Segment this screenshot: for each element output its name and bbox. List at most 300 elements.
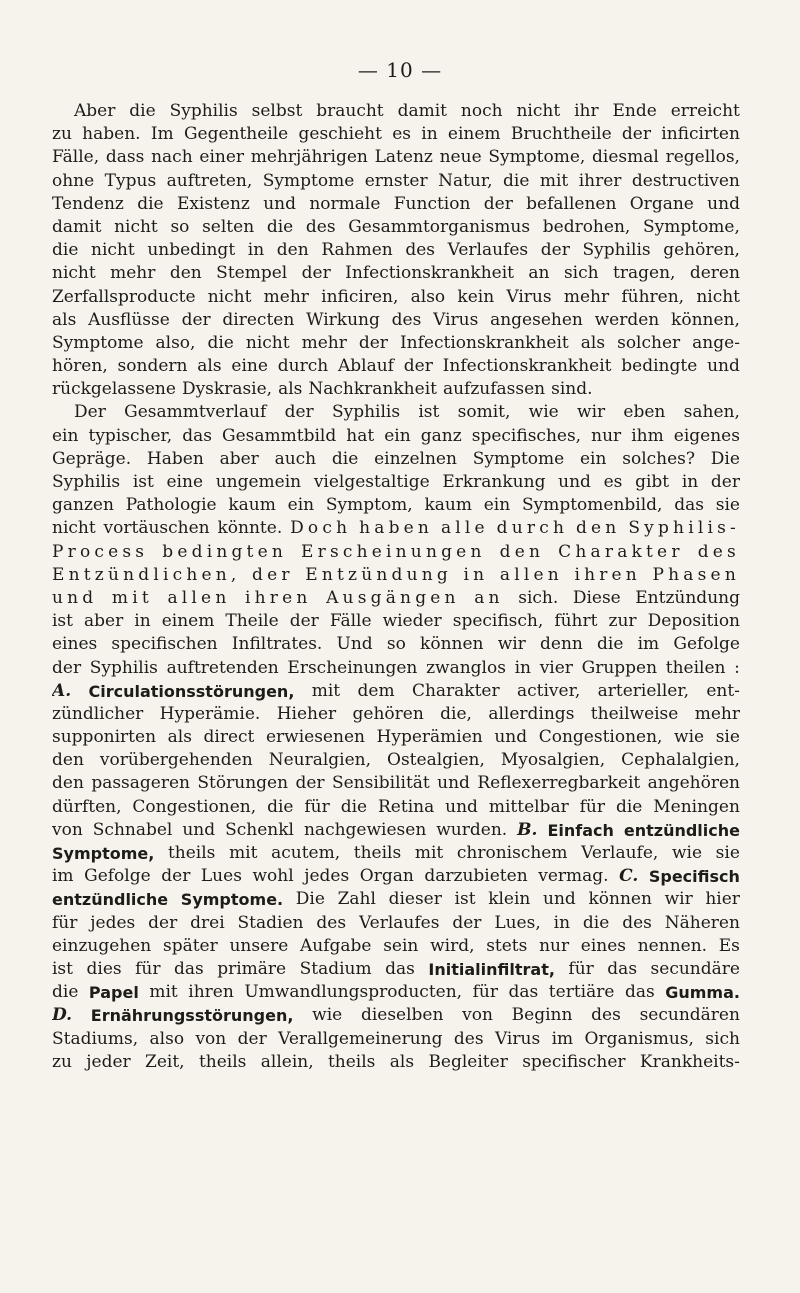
word: unbedingt — [147, 240, 236, 261]
word: arterieller, — [597, 680, 689, 701]
word: ihm — [631, 425, 664, 446]
word: die — [52, 240, 79, 261]
word: durch — [496, 518, 569, 539]
text-line — [52, 981, 740, 1004]
text-line — [52, 401, 740, 424]
word: der — [483, 193, 513, 214]
word: der — [52, 657, 82, 678]
word: ist — [52, 611, 73, 632]
word: ange- — [692, 332, 740, 353]
word: als — [197, 356, 222, 377]
word: den — [52, 750, 84, 771]
word: ihren — [245, 587, 312, 608]
word: Syphilis — [331, 402, 401, 423]
word: nicht — [52, 518, 96, 539]
text-line — [52, 726, 740, 749]
word: das — [385, 958, 415, 979]
word: Symptom, — [325, 495, 413, 516]
word: die — [503, 170, 530, 191]
text-line — [52, 216, 740, 239]
word: nur — [539, 935, 570, 956]
text-line — [52, 888, 740, 911]
word: Doch — [290, 518, 352, 539]
word: nicht — [207, 286, 252, 307]
word: führen, — [621, 286, 685, 307]
word: Syphilis- — [628, 518, 740, 539]
word: Symptomenbild, — [521, 495, 663, 516]
word: sondern — [117, 356, 188, 377]
word: der — [710, 472, 740, 492]
word: ihrer — [578, 170, 622, 191]
word: Aufgabe — [300, 935, 372, 956]
text-line — [52, 657, 740, 680]
word: dieselben — [360, 1005, 444, 1026]
word: an — [474, 587, 504, 608]
word: durch — [277, 356, 329, 377]
word: ein — [580, 448, 607, 469]
word: zwanglos — [426, 657, 506, 678]
text-line — [52, 193, 740, 216]
word: werden — [594, 309, 660, 330]
word: die — [266, 216, 294, 237]
word: Circulationsstörungen, — [88, 681, 295, 701]
word: Existenz — [176, 193, 250, 214]
word: ganz — [420, 425, 462, 446]
text-line — [52, 958, 740, 981]
word: somit, — [457, 402, 511, 423]
word: inficirten — [661, 124, 740, 145]
body-text — [52, 100, 740, 1074]
word: mit — [311, 680, 341, 701]
word: zu — [52, 1051, 72, 1072]
word: Stadien — [237, 912, 304, 933]
word: sein — [383, 935, 419, 956]
word: aber — [219, 448, 259, 469]
word: wir — [577, 402, 606, 423]
word: wird, — [430, 935, 475, 956]
word: in — [463, 564, 489, 585]
word: haben. — [82, 124, 141, 145]
word: sich — [563, 263, 599, 284]
word: Myosalgien, — [500, 750, 606, 771]
word: ein — [483, 495, 511, 516]
text-line — [52, 1004, 740, 1027]
text-line — [52, 448, 740, 471]
word: kaum — [424, 495, 472, 516]
word: ganzen — [52, 495, 114, 516]
word: nur — [591, 425, 622, 446]
word: tertiäre — [548, 982, 615, 1003]
word: theilweise — [590, 703, 679, 724]
word: Erscheinungen — [287, 657, 418, 678]
word: wurden. — [436, 819, 508, 840]
word: die — [129, 101, 156, 121]
word: alle — [440, 518, 489, 539]
text-line — [52, 772, 740, 795]
word: Gepräge. — [52, 448, 132, 469]
word: Fälle, — [52, 147, 100, 168]
word: direct — [203, 727, 255, 748]
word: B. — [517, 819, 538, 840]
word: sie — [715, 495, 740, 516]
word: an — [528, 263, 550, 284]
word: Gesammtverlauf — [124, 402, 267, 423]
word: Virus — [506, 286, 552, 307]
text-line — [52, 564, 740, 587]
word: können — [588, 889, 652, 910]
word: Syphilis — [89, 657, 158, 678]
word: jedes — [90, 912, 136, 933]
word: Infectionskrankheit — [399, 332, 569, 353]
word: Organe — [629, 193, 694, 214]
word: theils — [353, 843, 402, 863]
word: Bruchtheile — [510, 124, 612, 145]
word: den — [499, 541, 545, 562]
word: vier — [539, 657, 573, 678]
word: und — [707, 356, 740, 377]
word: Wirkung — [306, 309, 380, 330]
word: mehr — [694, 703, 740, 724]
word: gehören, — [663, 240, 740, 261]
word: also — [410, 286, 446, 307]
word: ungemein — [215, 472, 302, 492]
word: es — [603, 472, 623, 492]
word: Im — [150, 124, 174, 145]
word: und — [558, 472, 591, 492]
word: der — [252, 564, 294, 585]
word: einem — [447, 124, 501, 145]
word: passageren — [91, 773, 190, 794]
word: Charakter — [558, 541, 684, 562]
text-line — [52, 912, 740, 935]
text-line — [52, 123, 740, 146]
word: der — [181, 309, 211, 330]
word: Ostealgien, — [387, 750, 485, 771]
word: nennen. — [637, 935, 708, 956]
word: Schenkl — [225, 819, 294, 840]
word: als — [580, 332, 606, 353]
word: entzündliche — [623, 820, 740, 840]
word: theils — [327, 1051, 376, 1072]
word: Gumma. — [665, 983, 740, 1003]
word: Erscheinungen — [301, 541, 486, 562]
word: mit — [229, 843, 258, 863]
word: bedrohen, — [542, 216, 631, 237]
text-line — [52, 517, 740, 540]
word: wohl — [252, 866, 294, 887]
word: Retina — [378, 796, 435, 817]
word: Tendenz — [52, 193, 124, 214]
word: Virus — [494, 1028, 541, 1049]
text-line — [52, 355, 740, 378]
word: Hyperämie. — [159, 703, 261, 724]
word: von — [195, 1028, 227, 1049]
word: Reflexerregbarkeit — [477, 773, 641, 794]
word: sind. — [551, 379, 593, 400]
word: Neuralgien, — [268, 750, 372, 771]
word: Fälle — [329, 611, 372, 632]
text-line — [52, 865, 740, 888]
word: theilen — [665, 657, 726, 678]
word: sich — [705, 1028, 740, 1049]
word: bedingte — [621, 356, 698, 377]
word: Aber — [74, 101, 116, 121]
word: nicht — [114, 216, 158, 237]
word: das — [508, 982, 539, 1003]
word: den — [575, 518, 621, 539]
word: zu — [52, 124, 72, 145]
word: Störungen — [197, 773, 289, 794]
word: Einfach — [547, 820, 614, 840]
word: und — [445, 796, 478, 817]
word: inficiren, — [321, 286, 399, 307]
text-line — [52, 819, 740, 842]
word: im — [52, 866, 74, 887]
word: dieser — [388, 889, 442, 910]
word: das — [173, 958, 204, 979]
word: für — [304, 796, 330, 817]
word: sahen, — [683, 402, 740, 423]
word: des — [391, 309, 422, 330]
word: Virus — [433, 309, 479, 330]
word: D. — [52, 1005, 73, 1026]
text-line — [52, 170, 740, 193]
word: vielgestaltige — [313, 472, 430, 492]
word: solcher — [617, 332, 681, 353]
word: Phasen — [652, 564, 740, 585]
word: Symptome — [472, 448, 565, 469]
word: des — [591, 1005, 621, 1026]
word: es — [392, 124, 411, 145]
word: Symptome, — [52, 844, 155, 863]
word: von — [52, 819, 83, 840]
word: sie — [715, 843, 740, 863]
word: erreicht — [670, 101, 740, 121]
word: Syphilis — [52, 472, 121, 492]
word: noch — [460, 101, 503, 121]
word: wir — [664, 889, 693, 910]
word: und — [494, 727, 528, 748]
word: Congestionen, — [538, 727, 663, 748]
word: Der — [74, 402, 106, 423]
word: Die — [710, 448, 740, 469]
word: sich. — [518, 587, 559, 608]
word: das — [624, 982, 655, 1003]
word: der — [301, 263, 331, 284]
word: dem — [357, 680, 395, 701]
word: in — [681, 472, 699, 492]
word: der — [161, 866, 191, 887]
word: nicht — [696, 286, 740, 307]
text-line — [52, 494, 740, 517]
word: der — [358, 332, 388, 353]
word: ist — [418, 402, 440, 423]
word: mehr — [301, 332, 347, 353]
word: Zeit, — [145, 1051, 185, 1072]
word: für — [135, 958, 161, 979]
word: Näheren — [664, 912, 740, 933]
word: destructiven — [631, 170, 740, 191]
word: eines — [580, 935, 627, 956]
text-line — [52, 680, 740, 703]
word: Rahmen — [321, 240, 393, 261]
word: Und — [336, 634, 373, 655]
word: A. — [52, 680, 72, 701]
word: mehrjährigen — [250, 147, 368, 168]
word: neue — [439, 147, 482, 168]
word: solches? — [622, 448, 695, 469]
word: ohne — [52, 170, 95, 191]
word: ist — [454, 889, 476, 910]
word: Initialinfiltrat, — [428, 959, 555, 979]
word: Symptome — [262, 170, 355, 191]
word: Lues, — [494, 912, 541, 933]
word: Verlaufe, — [581, 843, 659, 863]
word: die — [207, 332, 234, 353]
word: Congestionen, — [132, 796, 257, 817]
word: der — [148, 912, 178, 933]
text-line — [52, 842, 740, 865]
word: Ende — [612, 101, 657, 121]
word: sie — [715, 727, 740, 748]
word: Gesammtorganismus — [348, 216, 531, 237]
word: das — [674, 495, 704, 516]
word: Stempel — [216, 263, 288, 284]
word: und — [52, 587, 98, 608]
text-line — [52, 587, 740, 610]
word: das — [182, 425, 212, 446]
word: Pathologie — [125, 495, 217, 516]
word: auch — [274, 448, 317, 469]
word: Deposition — [647, 611, 740, 632]
word: activer, — [516, 680, 581, 701]
word: dies — [86, 958, 122, 979]
word: drei — [190, 912, 225, 933]
word: wie — [674, 727, 705, 748]
word: nicht — [245, 332, 290, 353]
word: ihr — [574, 101, 599, 121]
word: und — [707, 193, 740, 214]
word: mit — [414, 843, 444, 863]
word: mehr — [110, 263, 156, 284]
word: ein — [384, 425, 411, 446]
word: als — [167, 727, 192, 748]
word: vortäuschen — [103, 518, 210, 539]
word: die — [615, 796, 643, 817]
word: Zerfallsproducte — [52, 286, 196, 307]
word: ent- — [706, 680, 740, 701]
word: als — [389, 1051, 415, 1072]
word: Erkrankung — [442, 472, 546, 492]
word: für — [52, 912, 78, 933]
word: Hyperämien — [376, 727, 483, 748]
word: können, — [671, 309, 740, 330]
word: chronischem — [456, 843, 568, 863]
word: kein — [457, 286, 495, 307]
word: ein — [287, 495, 315, 516]
word: Latenz — [374, 147, 433, 168]
word: zündlicher — [52, 703, 144, 724]
word: Symptome. — [180, 890, 284, 910]
word: die — [582, 912, 610, 933]
word: die — [267, 796, 294, 817]
word: aber — [84, 611, 124, 632]
text-line — [52, 633, 740, 656]
word: in — [421, 124, 438, 145]
word: später — [162, 935, 218, 956]
word: angehören — [647, 773, 740, 794]
word: und — [263, 193, 297, 214]
word: für — [579, 796, 606, 817]
word: allein, — [260, 1051, 314, 1072]
word: so — [170, 216, 190, 237]
word: ernster — [364, 170, 428, 191]
word: Function — [393, 193, 471, 214]
text-line — [52, 286, 740, 309]
word: der — [284, 402, 314, 423]
word: Papel — [88, 983, 139, 1003]
word: supponirten — [52, 727, 157, 748]
word: Natur, — [438, 170, 493, 191]
word: Gesammtbild — [222, 425, 337, 446]
word: Organ — [359, 866, 414, 887]
word: vorübergehenden — [99, 750, 253, 771]
word: tragen, — [613, 263, 676, 284]
word: entzündliche — [52, 890, 169, 910]
word: in — [134, 611, 151, 632]
word: angesehen — [490, 309, 583, 330]
word: secundäre — [650, 958, 740, 979]
word: für — [568, 958, 594, 979]
word: und — [182, 819, 216, 840]
word: des — [305, 216, 336, 237]
text-line — [52, 262, 740, 285]
word: allerdings — [488, 703, 575, 724]
word: wie — [312, 1005, 343, 1026]
word: Verlaufes — [447, 240, 529, 261]
word: nicht — [516, 101, 561, 121]
word: Verallgemeinerung — [278, 1028, 443, 1049]
word: Gefolge — [84, 866, 151, 887]
word: rückgelassene — [52, 379, 176, 400]
word: auftreten, — [166, 170, 253, 191]
word: Theile — [225, 611, 279, 632]
word: Stadium — [299, 958, 372, 979]
word: specifisch, — [452, 611, 544, 632]
word: kaum — [228, 495, 276, 516]
word: primäre — [217, 958, 287, 979]
word: damit — [52, 216, 102, 237]
word: nachgewiesen — [303, 819, 427, 840]
word: unsere — [229, 935, 289, 956]
word: erwiesenen — [265, 727, 365, 748]
word: Typus — [104, 170, 157, 191]
word: directen — [222, 309, 295, 330]
word: die — [340, 796, 368, 817]
word: Ernährungsstörungen, — [90, 1006, 294, 1026]
word: specifischen — [111, 634, 218, 655]
word: nicht — [52, 263, 96, 284]
word: einzugehen — [52, 935, 152, 956]
word: nicht — [91, 240, 135, 261]
word: also — [149, 1028, 185, 1049]
word: den — [169, 263, 202, 284]
word: das — [607, 958, 638, 979]
word: dass — [105, 147, 145, 168]
word: selbst — [251, 101, 303, 121]
word: ihren — [188, 982, 234, 1003]
word: hat — [346, 425, 375, 446]
